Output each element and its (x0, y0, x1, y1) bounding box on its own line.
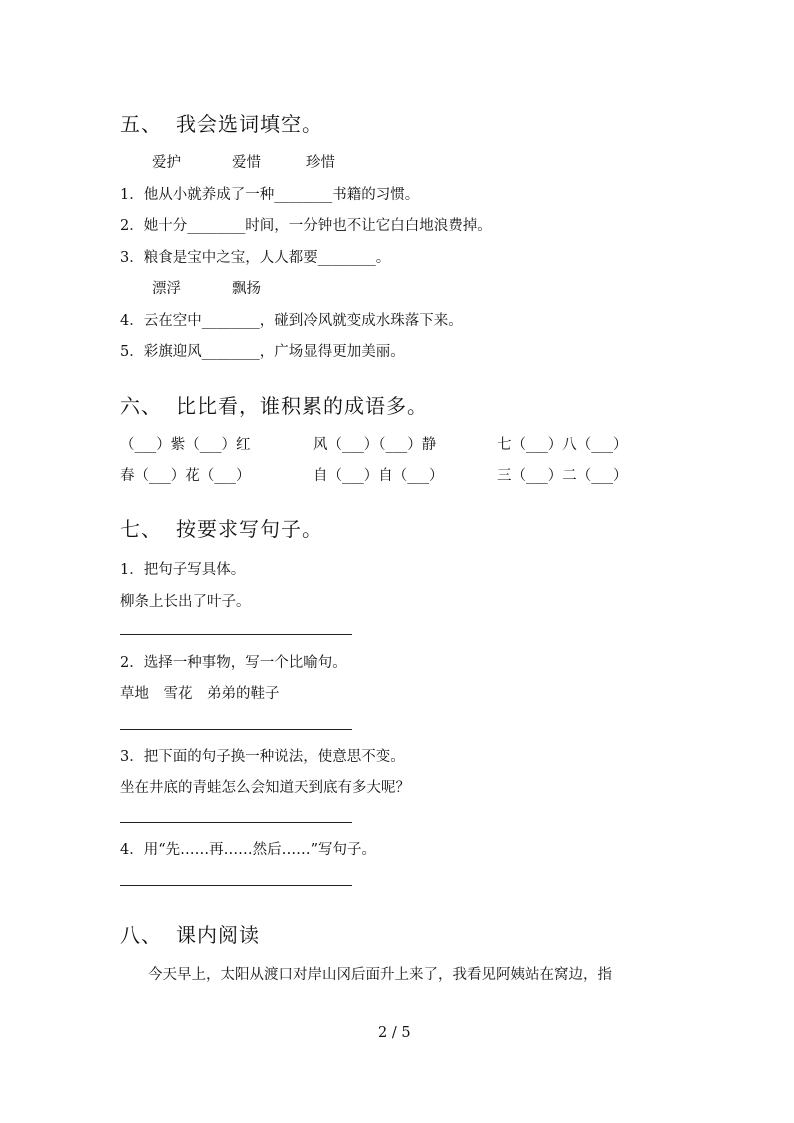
fill-item-2: 2．她十分________时间，一分钟也不让它白白地浪费掉。 (120, 218, 492, 234)
section-5-title: 我会选词填空。 (176, 112, 323, 136)
fill-item-3: 3．粮食是宝中之宝，人人都要________。 (120, 250, 391, 266)
section-8-number: 八、 (120, 923, 162, 947)
word-choices-b (152, 277, 261, 298)
section-7-number: 七、 (120, 517, 162, 541)
section-8-heading (120, 919, 260, 948)
idiom-cell: （___）紫（___）红 (120, 437, 251, 453)
idiom-cell: 七（___）八（___） (497, 437, 628, 453)
answer-line-3 (120, 822, 352, 823)
section-5-number: 五、 (120, 112, 162, 136)
page-number: 2 / 5 (378, 1025, 411, 1041)
question-3: 3．把下面的句子换一种说法，使意思不变。 (120, 749, 405, 765)
question-4: 4．用“先……再……然后……”写句子。 (120, 842, 377, 858)
idiom-cell: 三（___）二（___） (497, 468, 628, 484)
answer-line-1 (120, 634, 352, 635)
idiom-cell: 风（___）（___）静 (313, 437, 437, 453)
section-6-title: 比比看，谁积累的成语多。 (176, 394, 428, 418)
section-8-title: 课内阅读 (176, 923, 260, 947)
idiom-cell: 春（___）花（___） (120, 468, 251, 484)
question-1-text: 柳条上长出了叶子。 (120, 594, 251, 610)
section-6-heading (120, 390, 428, 419)
reading-paragraph: 今天早上，太阳从渡口对岸山冈后面升上来了，我看见阿姨站在窝边，指 (148, 967, 612, 983)
word-choice: 爱护 (152, 155, 181, 171)
word-choice: 爱惜 (232, 155, 261, 171)
question-3-text: 坐在井底的青蛙怎么会知道天到底有多大呢？ (120, 780, 410, 796)
answer-line-4 (120, 885, 352, 886)
fill-item-5: 5．彩旗迎风________，广场显得更加美丽。 (120, 344, 405, 360)
word-choice: 珍惜 (306, 155, 335, 171)
question-2-text: 草地 雪花 弟弟的鞋子 (120, 686, 280, 702)
section-5-heading (120, 108, 323, 137)
question-2: 2．选择一种事物，写一个比喻句。 (120, 655, 347, 671)
word-choice: 漂浮 (152, 281, 181, 297)
fill-item-1: 1．他从小就养成了一种________书籍的习惯。 (120, 187, 420, 203)
section-6-number: 六、 (120, 394, 162, 418)
section-7-heading (120, 513, 323, 542)
answer-line-2 (120, 729, 352, 730)
fill-item-4: 4．云在空中________，碰到冷风就变成水珠落下来。 (120, 313, 463, 329)
word-choice: 飘扬 (232, 281, 261, 297)
section-7-title: 按要求写句子。 (176, 517, 323, 541)
word-choices-a (152, 151, 335, 172)
idiom-cell: 自（___）自（___） (313, 468, 444, 484)
question-1: 1．把句子写具体。 (120, 562, 246, 578)
